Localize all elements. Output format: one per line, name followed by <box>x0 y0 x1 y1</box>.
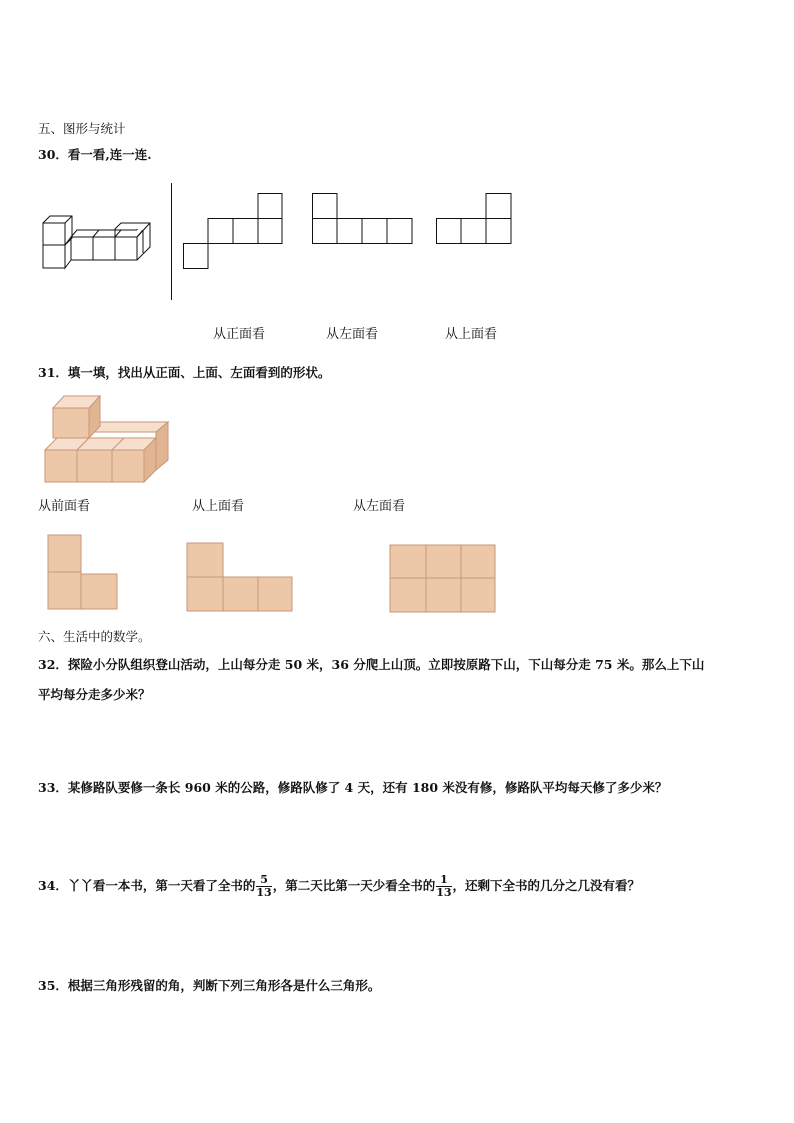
q31-front-view <box>47 534 119 611</box>
q30-label-top: 从上面看 <box>445 327 498 342</box>
q34-fraction-2-denominator: 13 <box>436 886 452 899</box>
q31-label-top: 从上面看 <box>192 499 245 514</box>
q31-label-left: 从左面看 <box>353 499 406 514</box>
q31-label-front: 从前面看 <box>38 499 91 514</box>
q34-fraction-1 <box>256 874 271 899</box>
q32-line1: 32．探险小分队组织登山活动，上山每分走 50 米，36 分爬上山顶。立即按原路下山，下山每分走 75 米。那么上下山 <box>38 657 705 672</box>
cube-face <box>43 245 65 268</box>
q34-fraction-1-numerator: 5 <box>256 874 271 887</box>
q31-top-view <box>186 542 294 613</box>
q34-part3: ，还剩下全书的几分之几没有看？ <box>452 878 641 893</box>
q34-part1: 34．丫丫看一本书，第一天看了全书的 <box>38 878 256 893</box>
q34-fraction-2 <box>436 874 451 899</box>
q30-cube-figure <box>40 215 155 271</box>
q30-view-c <box>436 193 514 246</box>
q34-part2: ，第二天比第一天少看全书的 <box>272 878 436 893</box>
q31-left-view <box>389 544 497 614</box>
q30-divider <box>171 183 172 300</box>
q30-title: 30．看一看,连一连. <box>38 147 152 162</box>
q30-view-b <box>312 193 414 246</box>
q34-fraction-2-numerator: 1 <box>436 874 451 887</box>
q31-cube-figure <box>44 394 170 484</box>
q30-label-left: 从左面看 <box>326 327 379 342</box>
q30-view-a <box>183 193 283 271</box>
section-5-title: 五、图形与统计 <box>38 121 126 136</box>
q30-label-front: 从正面看 <box>213 327 266 342</box>
q35-text: 35．根据三角形残留的角，判断下列三角形各是什么三角形。 <box>38 978 381 993</box>
section-6-title: 六、生活中的数学。 <box>38 629 151 644</box>
q34-fraction-1-denominator: 13 <box>256 886 272 899</box>
q33-text: 33．某修路队要修一条长 960 米的公路，修路队修了 4 天，还有 180 米没有修，修路队平均每天修了多少米？ <box>38 780 668 795</box>
q31-title: 31．填一填，找出从正面、上面、左面看到的形状。 <box>38 365 331 380</box>
q34-text <box>38 872 640 900</box>
q32-line2: 平均每分走多少米？ <box>38 687 151 702</box>
